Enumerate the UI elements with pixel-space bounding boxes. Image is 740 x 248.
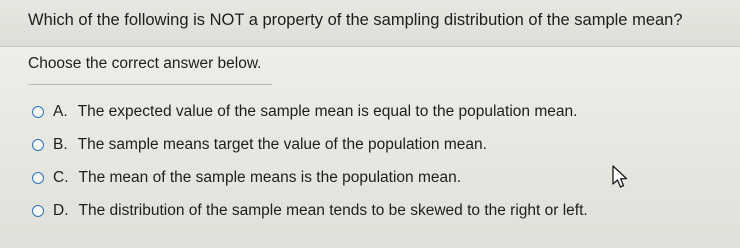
instruction-text: Choose the correct answer below. (28, 55, 262, 72)
option-text: The distribution of the sample mean tends to be skewed to the right or left. (78, 202, 588, 219)
answer-option-a[interactable] (32, 103, 577, 121)
radio-button-icon[interactable] (32, 172, 44, 184)
question-text: Which of the following is NOT a property of the sampling distribution of the sample mean? (28, 11, 683, 29)
radio-button-icon[interactable] (32, 139, 44, 151)
answer-option-d[interactable] (32, 202, 588, 220)
question-header (0, 0, 740, 47)
option-text: The expected value of the sample mean is equal to the population mean. (77, 103, 578, 120)
answer-option-c[interactable] (32, 169, 461, 187)
mouse-pointer-icon (611, 165, 629, 189)
instruction-divider (28, 84, 272, 85)
option-text: The sample means target the value of the population mean. (77, 136, 487, 153)
option-letter: A. (53, 103, 68, 120)
option-text: The mean of the sample means is the population mean. (78, 169, 462, 186)
option-letter: C. (53, 169, 69, 186)
radio-button-icon[interactable] (32, 205, 44, 217)
answer-option-b[interactable] (32, 136, 487, 154)
radio-button-icon[interactable] (32, 106, 44, 118)
option-letter: B. (53, 136, 68, 153)
option-letter: D. (53, 202, 69, 219)
